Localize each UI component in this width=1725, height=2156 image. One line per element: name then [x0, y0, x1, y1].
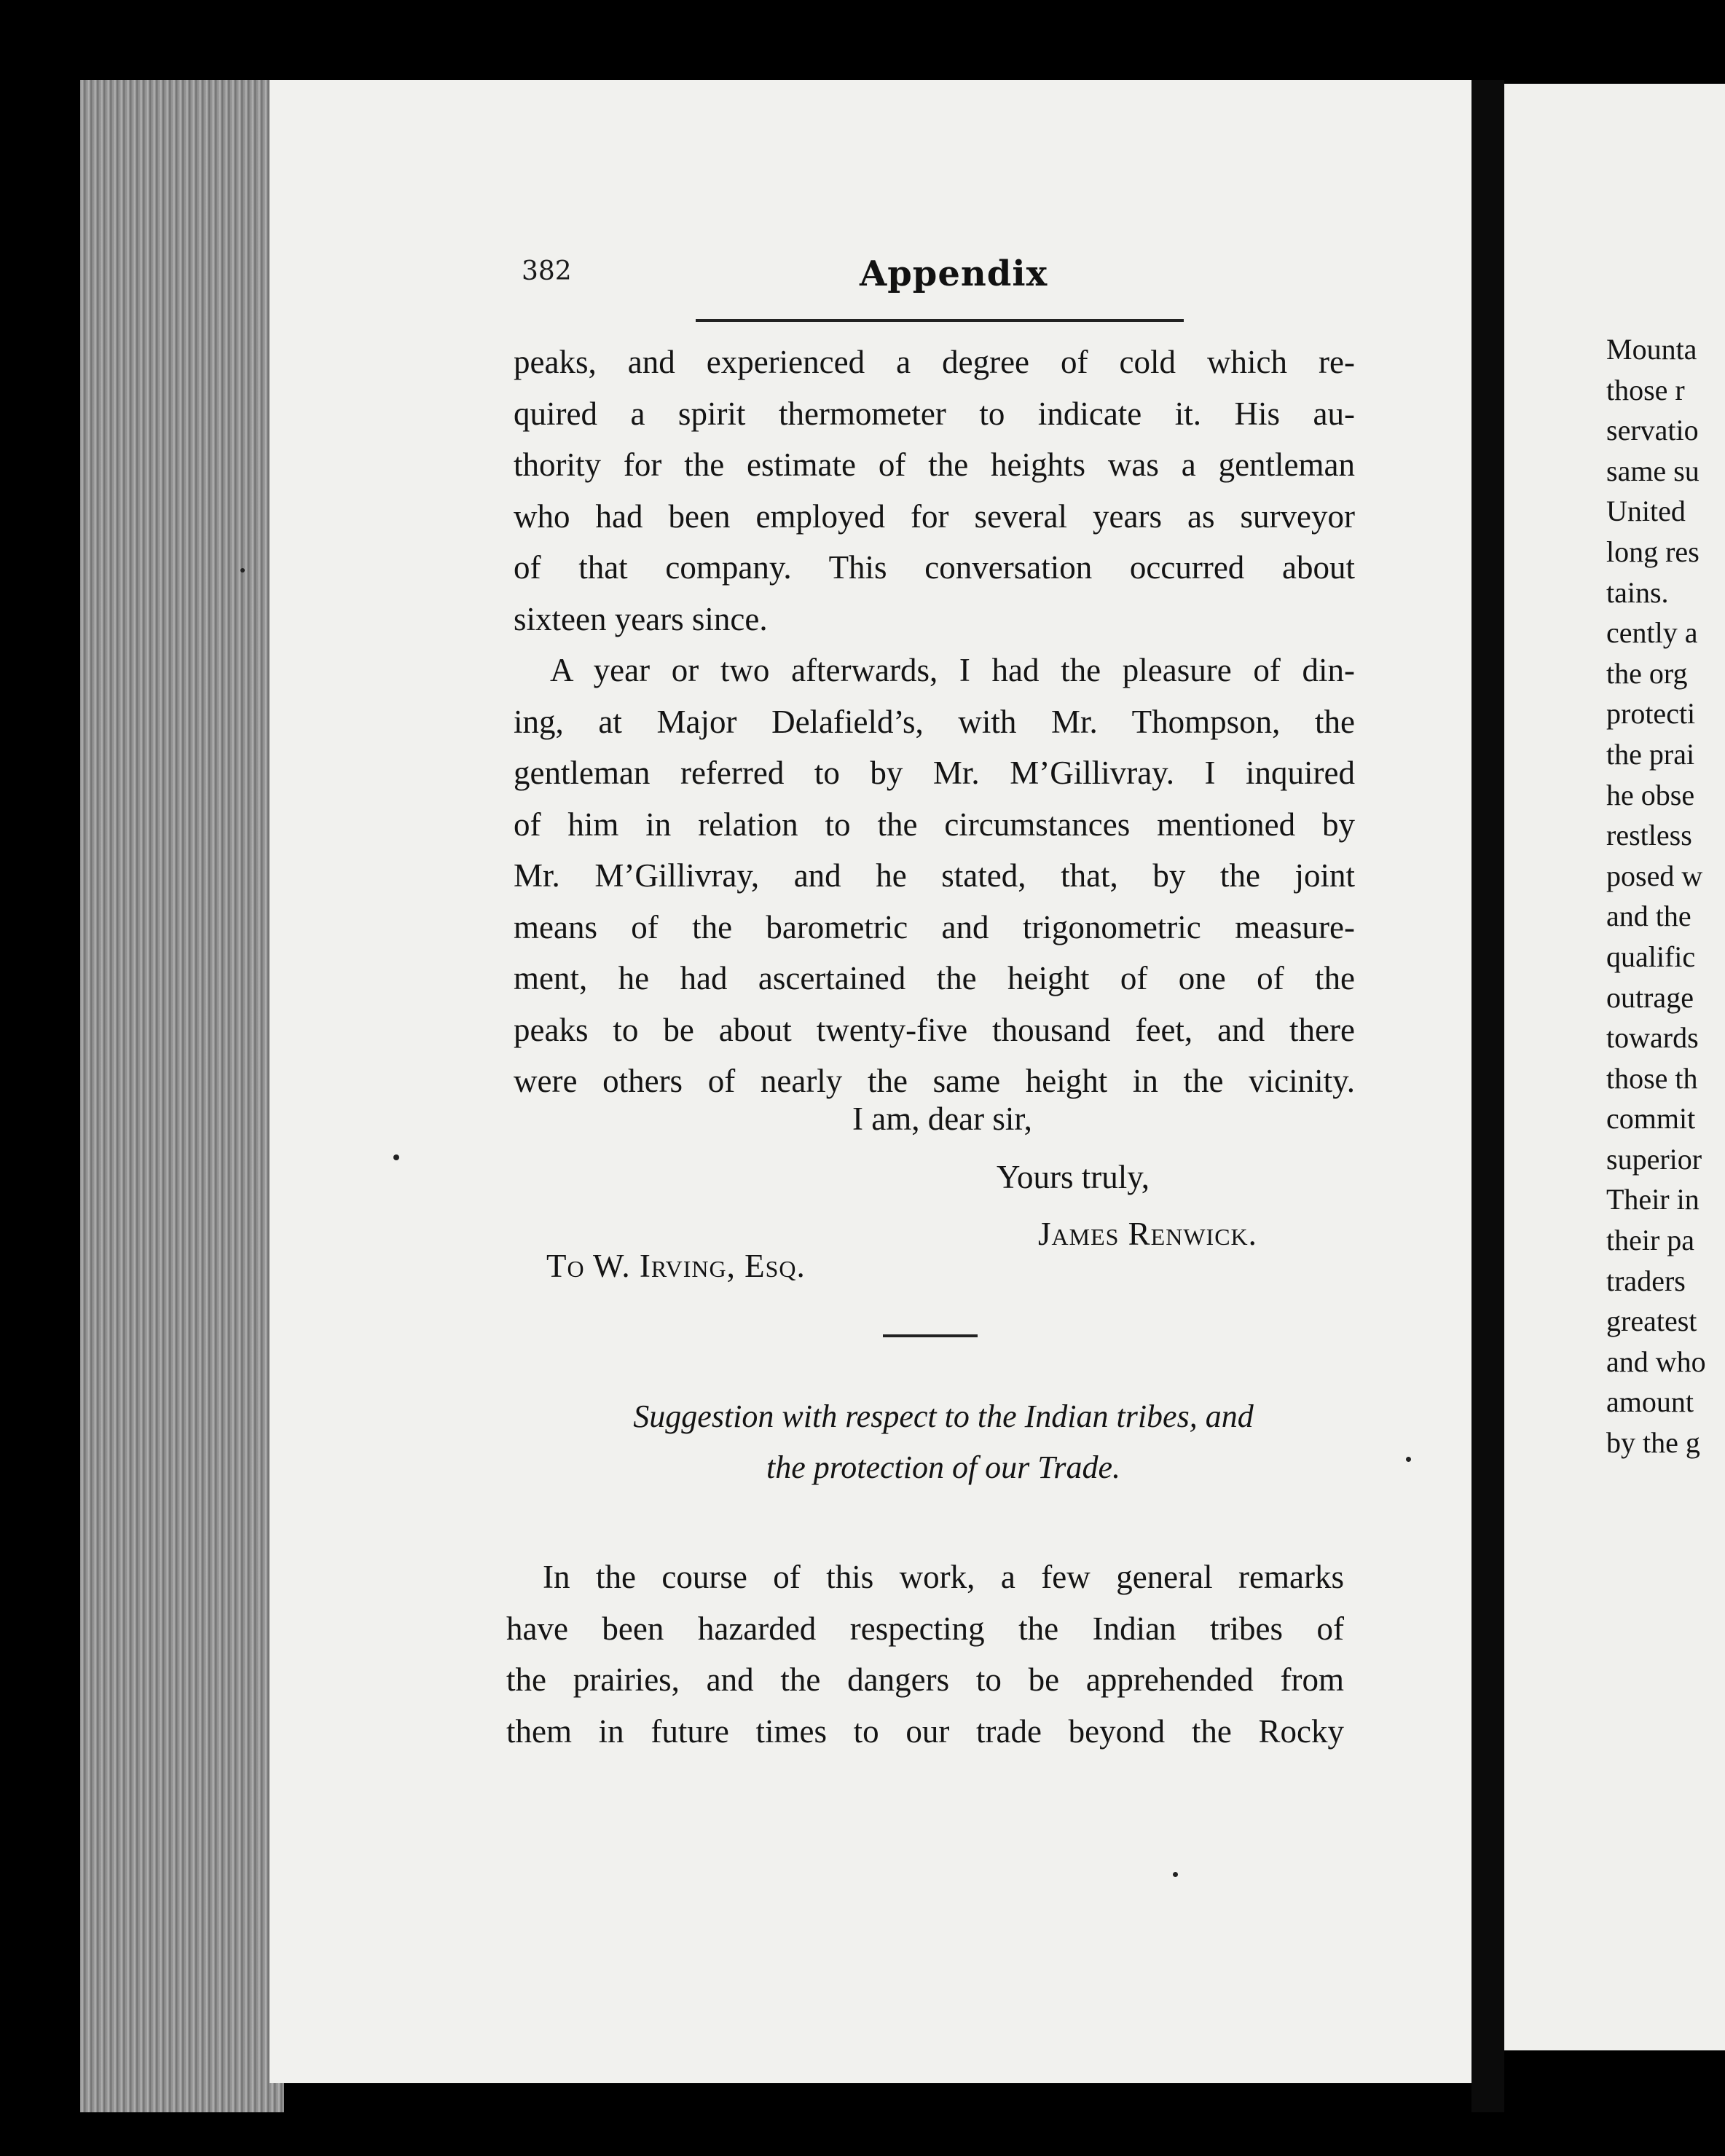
running-head: Appendix	[860, 253, 1048, 294]
facing-line: qualific	[1606, 940, 1696, 973]
text-line: quired a spirit thermometer to indicate it. His au-	[514, 395, 1355, 432]
text-line: thority for the estimate of the heights was a gentleman	[514, 446, 1355, 483]
facing-line: Mounta	[1606, 333, 1697, 366]
text-line: peaks, and experienced a degree of cold which re-	[514, 344, 1355, 380]
facing-line: tains.	[1606, 575, 1669, 609]
paragraph-1	[514, 337, 1355, 645]
facing-line: he obse	[1606, 778, 1695, 811]
facing-line: traders	[1606, 1264, 1686, 1297]
text-line: were others of nearly the same height in the vicinity.	[514, 1063, 1355, 1099]
facing-line: commit	[1606, 1102, 1696, 1136]
facing-line: the org	[1606, 656, 1688, 690]
facing-line: and the	[1606, 900, 1691, 933]
facing-line: United	[1606, 495, 1686, 528]
book-gutter	[1471, 80, 1504, 2112]
section-divider	[883, 1334, 978, 1337]
facing-line: Their in	[1606, 1183, 1700, 1216]
text-line: them in future times to our trade beyond the Rocky	[506, 1712, 1344, 1750]
scan-speck	[240, 568, 245, 573]
text-line: peaks to be about twenty-five thousand feet, and there	[514, 1011, 1355, 1048]
letter-signature: James Renwick.	[1038, 1216, 1257, 1252]
facing-line: posed w	[1606, 859, 1703, 892]
facing-page-text	[1606, 329, 1725, 1463]
text-line: ing, at Major Delafield’s, with Mr. Thompson, the	[514, 703, 1355, 740]
book-page-edges	[80, 80, 284, 2112]
facing-line: and who	[1606, 1345, 1706, 1378]
header-rule	[696, 319, 1184, 322]
facing-line: greatest	[1606, 1305, 1697, 1338]
text-line: the prairies, and the dangers to be apprehended from	[506, 1661, 1344, 1698]
section-title	[524, 1391, 1362, 1493]
text-line: of him in relation to the circumstances mentioned by	[514, 806, 1355, 843]
facing-line: by the g	[1606, 1426, 1700, 1460]
section-title-line: Suggestion with respect to the Indian tribes, and	[633, 1398, 1254, 1434]
section-paragraph	[506, 1551, 1344, 1757]
page-number: 382	[522, 256, 572, 286]
section-body	[506, 1551, 1344, 1757]
letter-closing: I am, dear sir,	[852, 1101, 1032, 1137]
facing-line: those r	[1606, 373, 1685, 406]
scan-speck	[1173, 1872, 1178, 1877]
facing-line: long res	[1606, 535, 1700, 568]
facing-line: cently a	[1606, 616, 1698, 650]
facing-line: towards	[1606, 1021, 1699, 1055]
facing-line: those th	[1606, 1061, 1698, 1095]
facing-line: protecti	[1606, 697, 1696, 731]
letter-body	[514, 337, 1355, 1107]
text-line: ment, he had ascertained the height of one of the	[514, 960, 1355, 996]
facing-line: servatio	[1606, 414, 1699, 447]
text-line: means of the barometric and trigonometric measure-	[514, 908, 1355, 945]
text-line: Mr. M’Gillivray, and he stated, that, by the joint	[514, 857, 1355, 894]
text-line: sixteen years since.	[514, 600, 768, 637]
scan-speck	[1406, 1457, 1411, 1462]
facing-line: same su	[1606, 454, 1700, 487]
facing-line: superior	[1606, 1142, 1702, 1176]
letter-valediction: Yours truly,	[997, 1159, 1150, 1195]
text-line: A year or two afterwards, I had the pleasure of din-	[550, 652, 1355, 688]
facing-line: their pa	[1606, 1224, 1695, 1257]
paragraph-2	[514, 645, 1355, 1107]
section-title-line: the protection of our Trade.	[766, 1449, 1121, 1485]
facing-line: amount	[1606, 1385, 1694, 1419]
text-line: of that company. This conversation occurred about	[514, 549, 1355, 586]
text-line: gentleman referred to by Mr. M’Gillivray. I inquired	[514, 755, 1355, 791]
facing-line: restless	[1606, 819, 1692, 852]
text-line: have been hazarded respecting the Indian tribes of	[506, 1610, 1344, 1647]
facing-line: outrage	[1606, 980, 1694, 1014]
text-line: In the course of this work, a few general remarks	[543, 1559, 1344, 1595]
scan-speck	[393, 1154, 399, 1160]
letter-recipient: To W. Irving, Esq.	[546, 1248, 806, 1284]
facing-line: the prai	[1606, 737, 1695, 771]
text-line: who had been employed for several years as surveyor	[514, 497, 1355, 535]
